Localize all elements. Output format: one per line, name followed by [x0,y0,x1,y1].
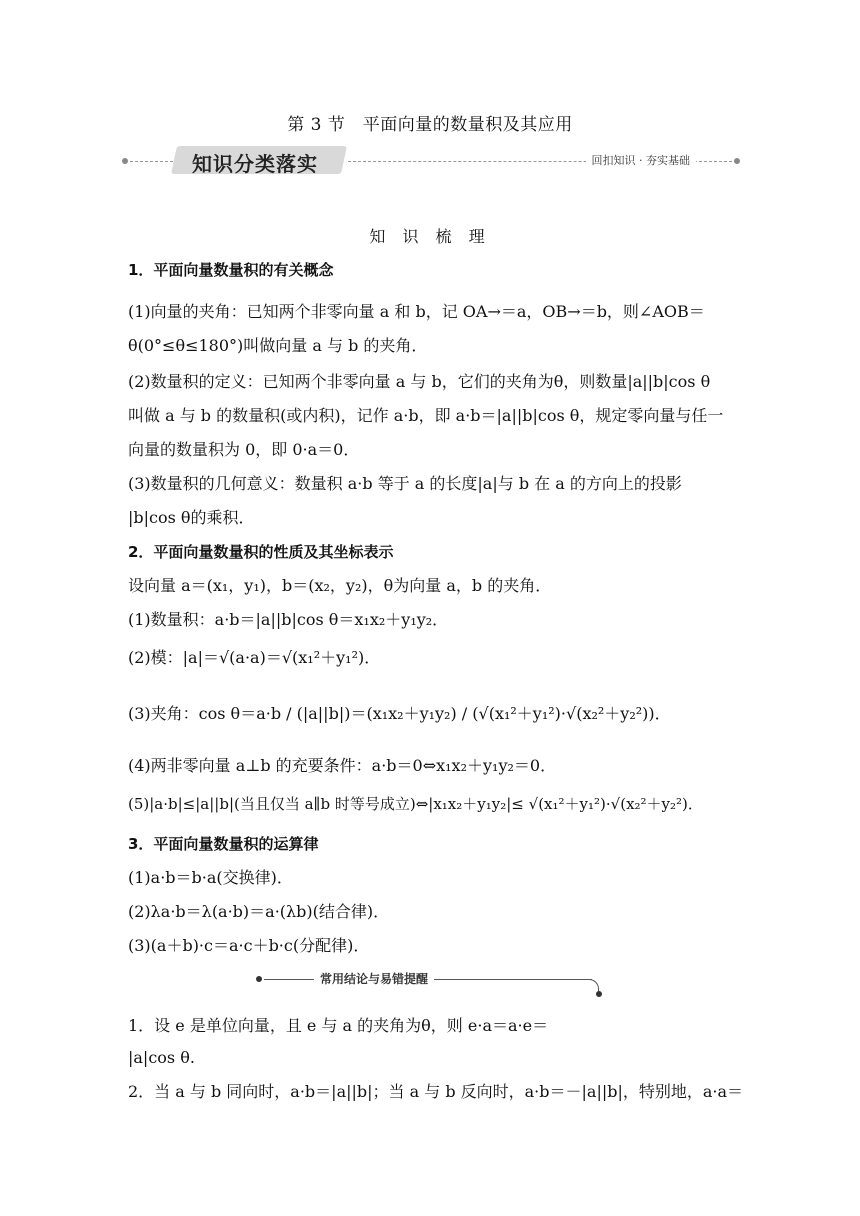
s2-line-1: 设向量 a＝(x₁，y₁)，b＝(x₂，y₂)，θ为向量 a，b 的夹角． [128,576,552,595]
s2-line-4: (3)夹角：cos θ＝a·b / (|a||b|)＝(x₁x₂＋y₁y₂) / (√(x₁²＋y₁²)·√(x₂²＋y₂²))． [128,704,671,723]
s2-line-3: (2)模：|a|＝√(a·a)＝√(x₁²＋y₁²)． [128,648,381,667]
s3-heading: 3．平面向量数量积的运算律 [128,835,319,853]
tips-dot-right [596,991,602,997]
s3-line-1: (1)a·b＝b·a(交换律)． [128,868,293,887]
section-banner [122,146,742,176]
s1-line-3: (2)数量积的定义：已知两个非零向量 a 与 b，它们的夹角为θ，则数量|a||b|cos θ [128,372,711,391]
banner-line-left [130,161,178,162]
banner-dot-left [122,158,128,164]
s3-line-2: (2)λa·b＝λ(a·b)＝a·(λb)(结合律)． [128,902,390,921]
tips-divider [256,968,606,996]
s1-heading: 1．平面向量数量积的有关概念 [128,261,334,279]
tips-line-3: 2．当 a 与 b 同向时，a·b＝|a||b|；当 a 与 b 反向时，a·b＝－|a||b|，特别地，a·a＝ [128,1082,744,1101]
banner-title: 知识分类落实 [192,152,318,176]
s3-line-3: (3)(a＋b)·c＝a·c＋b·c(分配律)． [128,936,370,955]
section-heading: 知 识 梳 理 [369,227,491,246]
s2-heading: 2．平面向量数量积的性质及其坐标表示 [128,543,394,561]
tips-dot-left [256,976,262,982]
s1-line-4: 叫做 a 与 b 的数量积(或内积)，记作 a·b，即 a·b＝|a||b|cos θ，规定零向量与任一 [128,406,724,425]
s1-line-5: 向量的数量积为 0，即 0·a＝0． [128,440,360,459]
banner-dot-right [734,158,740,164]
s1-line-7: |b|cos θ的乘积． [128,508,255,527]
s2-line-2: (1)数量积：a·b＝|a||b|cos θ＝x₁x₂＋y₁y₂． [128,610,449,629]
tips-line-1: 1．设 e 是单位向量，且 e 与 a 的夹角为θ，则 e·a＝a·e＝ [128,1016,549,1035]
tips-line-2: |a|cos θ. [128,1048,195,1067]
page-title: 第 3 节 平面向量的数量积及其应用 [287,115,573,135]
s1-line-6: (3)数量积的几何意义：数量积 a·b 等于 a 的长度|a|与 b 在 a 的方向上的投影 [128,474,682,493]
s1-line-2: θ(0°≤θ≤180°)叫做向量 a 与 b 的夹角． [128,336,428,355]
s2-line-5: (4)两非零向量 a⊥b 的充要条件：a·b＝0⇔x₁x₂＋y₁y₂＝0． [128,756,557,775]
tips-title: 常用结论与易错提醒 [314,970,434,987]
s2-line-6: (5)|a·b|≤|a||b|(当且仅当 a∥b 时等号成立)⇔|x₁x₂＋y₁y₂|≤ √(x₁²＋y₁²)·√(x₂²＋y₂²)． [128,795,703,813]
banner-subtitle: 回扣知识 · 夯实基础 [586,152,697,168]
s1-line-1: (1)向量的夹角：已知两个非零向量 a 和 b，记 OA→＝a，OB→＝b，则∠AOB＝ [128,302,705,321]
